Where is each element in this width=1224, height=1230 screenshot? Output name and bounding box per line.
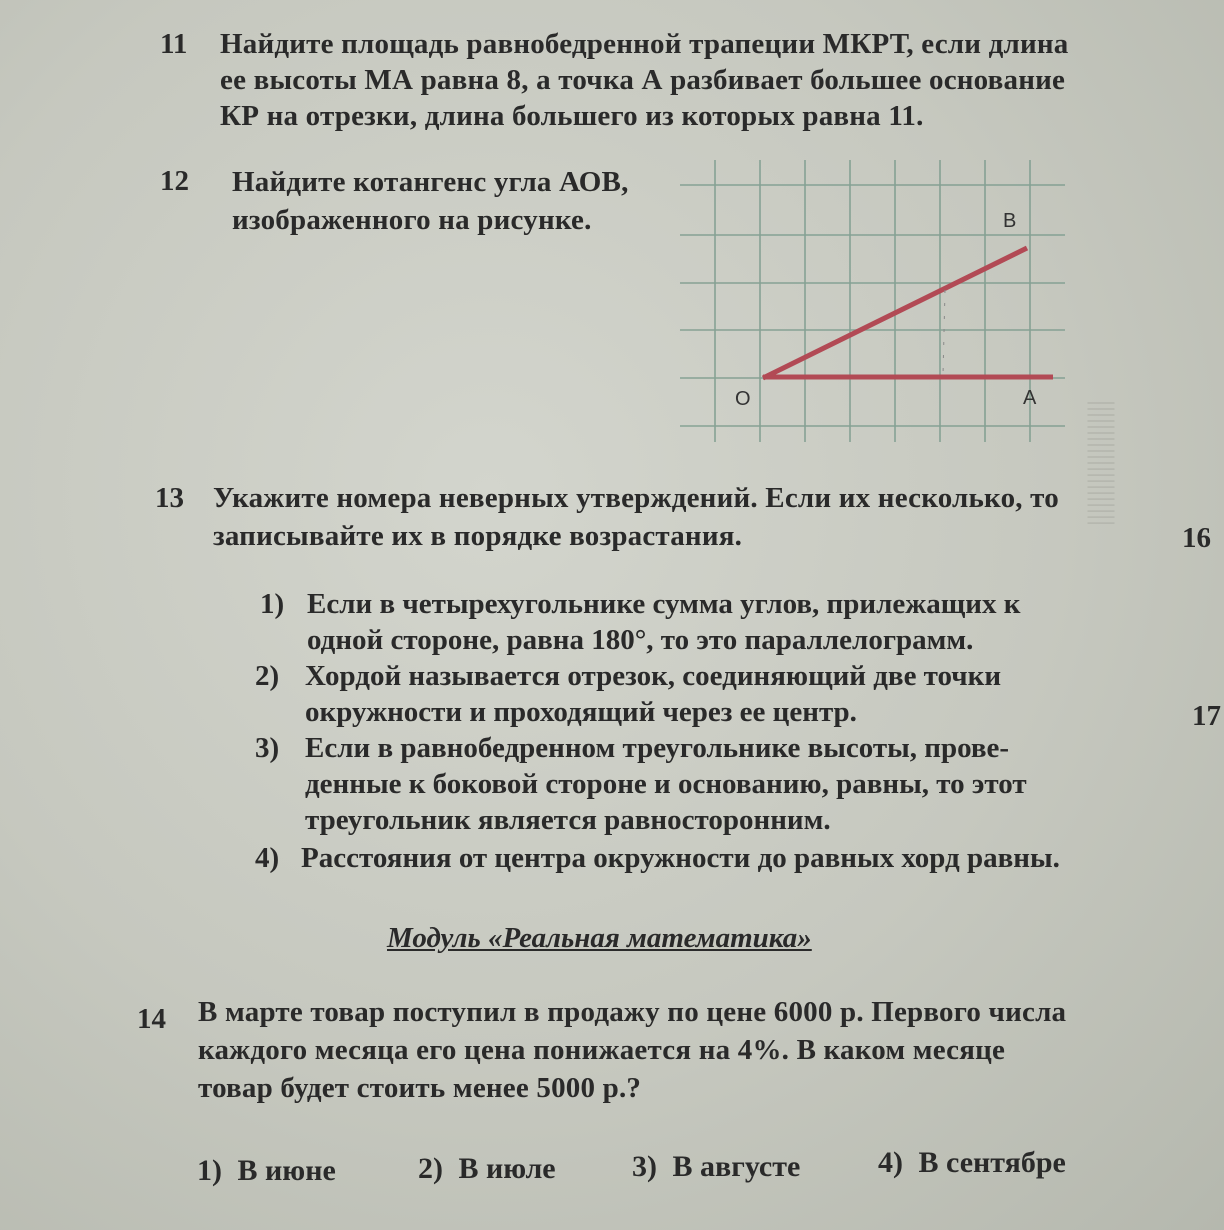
q11-line-2: ее высоты МА равна 8, а точка А разбивает большее основание xyxy=(220,64,1066,96)
q12-line-1: Найдите котангенс угла АОВ, xyxy=(232,166,629,198)
q14-answer-3-text: В августе xyxy=(672,1150,801,1183)
bleed-through-text: ||||||||||||||||||||| xyxy=(1087,400,1120,527)
q13-option-3-text xyxy=(305,730,1027,838)
label-a: A xyxy=(1023,387,1037,409)
q14-answer-1-text: В июне xyxy=(237,1154,336,1187)
q13-option-3-line-3: треугольник является равносторонним. xyxy=(305,804,831,836)
q13-options xyxy=(255,588,1125,882)
label-o: O xyxy=(735,388,751,410)
q14-answer-2 xyxy=(418,1152,556,1186)
q13-option-1-number: 1) xyxy=(260,588,285,620)
q13-option-2-text xyxy=(305,658,1001,730)
q13-option-3-line-1: Если в равнобедренном треугольнике высоты, прове- xyxy=(305,732,1010,764)
q13-option-4-number: 4) xyxy=(255,842,280,874)
q13-option-1-line-1: Если в четырехугольнике сумма углов, прилежащих к xyxy=(307,588,1021,620)
q13-option-3-number: 3) xyxy=(255,732,280,764)
q13-option-2 xyxy=(255,660,1125,732)
q11-number: 11 xyxy=(160,28,188,60)
pencil-mark xyxy=(943,290,945,375)
q14-line-2: каждого месяца его цена понижается на 4%. В каком месяце xyxy=(198,1034,1006,1066)
q13-option-1-line-2: одной стороне, равна 180°, то это параллелограмм. xyxy=(307,624,974,656)
q12-text xyxy=(232,165,662,237)
q14-number: 14 xyxy=(137,1003,166,1035)
q14-answer-2-number: 2) xyxy=(418,1152,443,1185)
q13-option-2-line-1: Хордой называется отрезок, соединяющий две точки xyxy=(305,660,1002,692)
q13-option-4 xyxy=(255,842,1125,882)
q14-answer-4-text: В сентябре xyxy=(918,1146,1066,1179)
q13-option-3-line-2: денные к боковой стороне и основанию, равны, то этот xyxy=(305,768,1027,800)
q13-text xyxy=(213,481,1113,553)
q13-option-4-line-1: Расстояния от центра окружности до равных хорд равны. xyxy=(301,842,1060,874)
q14-answer-4 xyxy=(878,1146,1066,1180)
module-heading: Модуль «Реальная математика» xyxy=(387,922,812,954)
q14-line-1: В марте товар поступил в продажу по цене 6000 р. Первого числа xyxy=(198,996,1067,1028)
q14-answer-3-number: 3) xyxy=(632,1150,657,1183)
angle-grid-figure xyxy=(675,160,1070,445)
q14-line-3: товар будет стоить менее 5000 р.? xyxy=(198,1072,642,1104)
q13-line-1: Укажите номера неверных утверждений. Если их несколько, то xyxy=(213,482,1059,514)
q14-answer-1 xyxy=(197,1154,336,1188)
q14-answer-2-text: В июле xyxy=(458,1152,556,1185)
q12-line-2: изображенного на рисунке. xyxy=(232,204,592,236)
q14-answer-1-number: 1) xyxy=(197,1154,222,1187)
q13-option-2-line-2: окружности и проходящий через ее центр. xyxy=(305,696,857,728)
q13-option-4-text xyxy=(301,840,1060,876)
q14-text xyxy=(198,995,1128,1105)
q13-option-3 xyxy=(255,732,1125,842)
side-number-17: 17 xyxy=(1192,700,1221,732)
q11-text xyxy=(220,27,1100,133)
q13-option-2-number: 2) xyxy=(255,660,280,692)
side-number-16: 16 xyxy=(1182,522,1211,554)
q13-option-1-text xyxy=(307,586,1020,658)
q12-number: 12 xyxy=(160,165,189,197)
q13-option-1 xyxy=(255,588,1125,660)
q14-answer-3 xyxy=(632,1150,800,1184)
q11-line-1: Найдите площадь равнобедренной трапеции МКРТ, если длина xyxy=(220,28,1069,60)
q11-line-3: КР на отрезки, длина большего из которых равна 11. xyxy=(220,100,924,132)
q13-number: 13 xyxy=(155,482,184,514)
label-b: B xyxy=(1003,210,1017,232)
q13-line-2: записывайте их в порядке возрастания. xyxy=(213,520,743,552)
q14-answer-4-number: 4) xyxy=(878,1146,903,1179)
